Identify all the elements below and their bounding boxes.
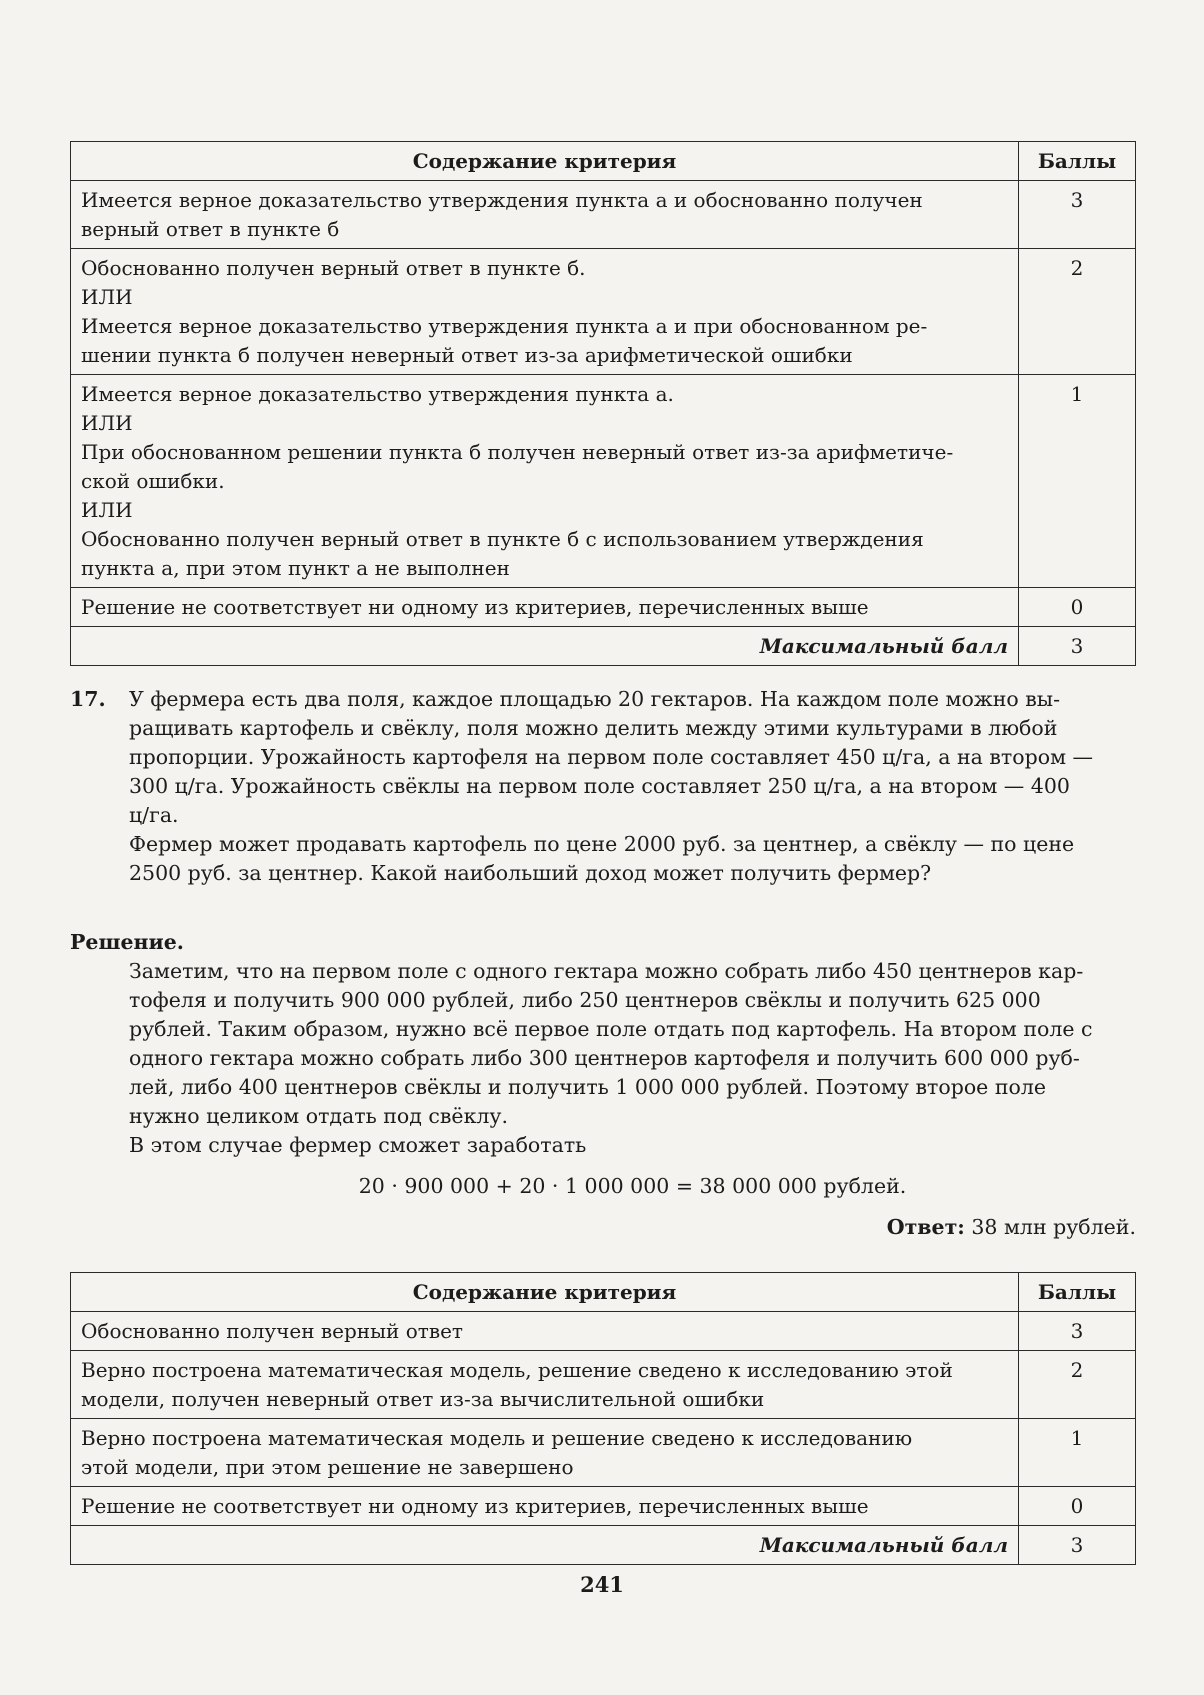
criterion-text: Верно построена математическая модель, решение сведено к исследованию этой модели, получен неверный ответ из-за вычислительной ошибки [71,1351,1019,1419]
criteria-table-1 [70,141,1136,666]
criterion-text: Верно построена математическая модель и решение сведено к исследованию этой модели, при этом решение не завершено [71,1419,1019,1487]
answer-label: Ответ: [886,1215,965,1239]
max-score-label: Максимальный балл [71,627,1019,666]
table-header-row [71,142,1136,181]
criterion-text: Решение не соответствует ни одному из критериев, перечисленных выше [71,588,1019,627]
criterion-points: 3 [1019,181,1136,249]
max-score-label: Максимальный балл [71,1526,1019,1565]
criterion-points: 0 [1019,588,1136,627]
problem-text: У фермера есть два поля, каждое площадью 20 гектаров. На каждом поле можно вы- ращивать картофель и свёклу, поля можно делить между этими культурами в любой пропорции. Урожайность картофеля на первом поле составляет 450 ц/га, а на втором — 300 ц/га. Урожайность свёклы на первом поле составляет 250 ц/га, а на втором — 400 ц/га. Фермер может продавать картофель по цене 2000 руб. за центнер, а свёклу — по цене 2500 руб. за центнер. Какой наибольший доход может получить фермер? [129,687,1094,885]
solution [70,928,1136,1242]
solution-heading: Решение. [70,930,184,954]
table-row [71,1487,1136,1526]
header-points: Баллы [1019,1273,1136,1312]
criterion-text: Обоснованно получен верный ответ [71,1312,1019,1351]
table-row [71,1419,1136,1487]
max-score-points: 3 [1019,627,1136,666]
header-points: Баллы [1019,142,1136,181]
criterion-points: 1 [1019,375,1136,588]
criterion-text: Имеется верное доказательство утверждения пункта а и обоснованно получен верный ответ в пункте б [71,181,1019,249]
table-row [71,375,1136,588]
max-score-row [71,1526,1136,1565]
table-row [71,1312,1136,1351]
page-number: 241 [580,1572,624,1597]
solution-formula: 20 · 900 000 + 20 · 1 000 000 = 38 000 000 рублей. [358,1174,907,1198]
criterion-points: 1 [1019,1419,1136,1487]
answer [70,1213,1136,1242]
table-header-row [71,1273,1136,1312]
problem-17 [70,685,1136,888]
criterion-text: Обоснованно получен верный ответ в пункте б. ИЛИ Имеется верное доказательство утверждения пункта а и при обоснованном ре- шении пункта б получен неверный ответ из-за арифметической ошибки [71,249,1019,375]
criterion-points: 0 [1019,1487,1136,1526]
problem-number: 17. [70,687,106,711]
answer-value: 38 млн рублей. [971,1215,1136,1239]
solution-text: Заметим, что на первом поле с одного гектара можно собрать либо 450 центнеров кар- тофеля и получить 900 000 рублей, либо 250 центнеров свёклы и получить 625 000 рублей. Таким образом, нужно всё первое поле отдать под картофель. На втором поле с одного гектара можно собрать либо 300 центнеров картофеля и получить 600 000 руб- лей, либо 400 центнеров свёклы и получить 1 000 000 рублей. Поэтому второе поле нужно целиком отдать под свёклу. В этом случае фермер сможет заработать [129,959,1093,1157]
max-score-row [71,627,1136,666]
table-row [71,181,1136,249]
table-row [71,1351,1136,1419]
header-content: Содержание критерия [71,1273,1019,1312]
criterion-points: 3 [1019,1312,1136,1351]
table-row [71,249,1136,375]
criterion-text: Решение не соответствует ни одному из критериев, перечисленных выше [71,1487,1019,1526]
max-score-points: 3 [1019,1526,1136,1565]
header-content: Содержание критерия [71,142,1019,181]
criteria-table-2 [70,1272,1136,1565]
table-row [71,588,1136,627]
criterion-text: Имеется верное доказательство утверждения пункта а. ИЛИ При обоснованном решении пункта б получен неверный ответ из-за арифметиче- ской ошибки. ИЛИ Обоснованно получен верный ответ в пункте б с использованием утверждения пункта а, при этом пункт а не выполнен [71,375,1019,588]
criterion-points: 2 [1019,1351,1136,1419]
criterion-points: 2 [1019,249,1136,375]
